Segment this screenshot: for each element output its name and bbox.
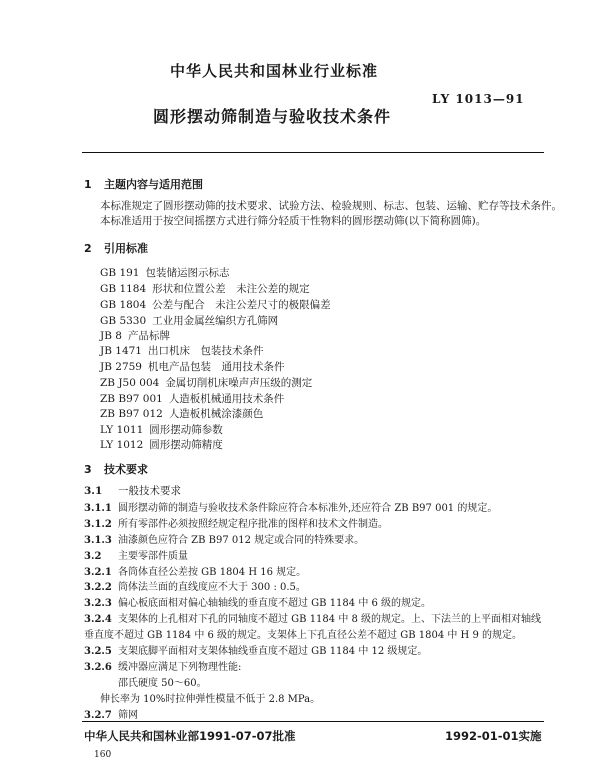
section-number: 3 [84, 463, 92, 476]
section-title: 技术要求 [104, 463, 148, 476]
reference-item: GB 1184 形状和位置公差 未注公差的规定 [100, 283, 310, 295]
clause: 3.2 主要零部件质量 [84, 551, 188, 562]
paragraph: 本标准适用于按空间摇摆方式进行筛分轻质干性物料的圆形摆动筛(以下简称圆筛)。 [100, 215, 487, 227]
approval-statement: 中华人民共和国林业部1991-07-07批准 [84, 729, 296, 743]
reference-item: JB 2759 机电产品包装 通用技术条件 [100, 361, 285, 373]
reference-item: GB 5330 工业用金属丝编织方孔筛网 [100, 315, 279, 327]
clause-continuation: 垂直度不超过 GB 1184 中 6 级的规定。支架体上下孔直径公差不超过 GB 1804 中 H 9 的规定。 [84, 630, 522, 641]
clause: 3.2.4 支架体的上孔相对下孔的同轴度不超过 GB 1184 中 8 级的规定。上、下法兰的上平面相对轴线 [84, 614, 542, 625]
clause: 3.1 一般技术要求 [84, 485, 181, 497]
section-1-heading [84, 176, 203, 192]
reference-item: GB 191 包装储运图示标志 [100, 267, 230, 279]
clause-continuation: 伸长率为 10%时拉伸弹性模量不低于 2.8 MPa。 [100, 694, 321, 705]
reference-item: ZB B97 012 人造板机械涂漆颜色 [100, 408, 264, 420]
paragraph: 本标准规定了圆形摆动筛的技术要求、试验方法、检验规则、标志、包装、运输、贮存等技术条件。 [100, 200, 562, 212]
section-number: 1 [84, 178, 92, 191]
clause: 3.2.3 偏心板底面相对偏心轴轴线的垂直度不超过 GB 1184 中 6 级的规定。 [84, 598, 432, 609]
implementation-date: 1992-01-01实施 [445, 729, 542, 743]
section-2-heading [84, 240, 148, 256]
clause: 3.2.7 筛网 [84, 710, 138, 721]
header-rule [82, 152, 544, 153]
reference-item: GB 1804 公差与配合 未注公差尺寸的极限偏差 [100, 299, 331, 311]
clause-continuation: 邵氏硬度 50～60。 [118, 678, 207, 689]
section-title: 引用标准 [104, 242, 148, 255]
reference-item: JB 8 产品标牌 [100, 330, 170, 342]
clause: 3.2.5 支架底脚平面相对支架体轴线垂直度不超过 GB 1184 中 12 级规定。 [84, 646, 428, 657]
reference-item: LY 1011 圆形摆动筛参数 [100, 424, 223, 436]
standard-code: LY 1013—91 [432, 92, 525, 106]
clause: 3.2.2 筒体法兰面的直线度应不大于 300 : 0.5。 [84, 582, 306, 593]
reference-item: ZB B97 001 人造板机械通用技术条件 [100, 393, 285, 405]
clause: 3.1.1 圆形摆动筛的制造与验收技术条件除应符合本标准外,还应符合 ZB B97 001 的规定。 [84, 503, 498, 514]
document-title: 圆形摆动筛制造与验收技术条件 [153, 107, 392, 126]
reference-item: ZB J50 004 金属切削机床噪声声压级的测定 [100, 377, 313, 389]
section-number: 2 [84, 242, 92, 255]
clause: 3.2.1 各筒体直径公差按 GB 1804 H 16 规定。 [84, 567, 307, 578]
issuing-organization: 中华人民共和国林业行业标准 [170, 62, 379, 80]
clause: 3.1.3 油漆颜色应符合 ZB B97 012 规定或合同的特殊要求。 [84, 535, 365, 546]
reference-item: LY 1012 圆形摆动筛精度 [100, 439, 223, 451]
reference-item: JB 1471 出口机床 包装技术条件 [100, 345, 264, 357]
footer-rule [82, 721, 544, 722]
section-title: 主题内容与适用范围 [104, 178, 203, 191]
page-number: 160 [94, 750, 112, 760]
section-3-heading [84, 461, 148, 477]
clause: 3.2.6 缓冲器应满足下列物理性能: [84, 662, 242, 673]
clause: 3.1.2 所有零部件必须按照经规定程序批准的图样和技术文件制造。 [84, 519, 388, 530]
